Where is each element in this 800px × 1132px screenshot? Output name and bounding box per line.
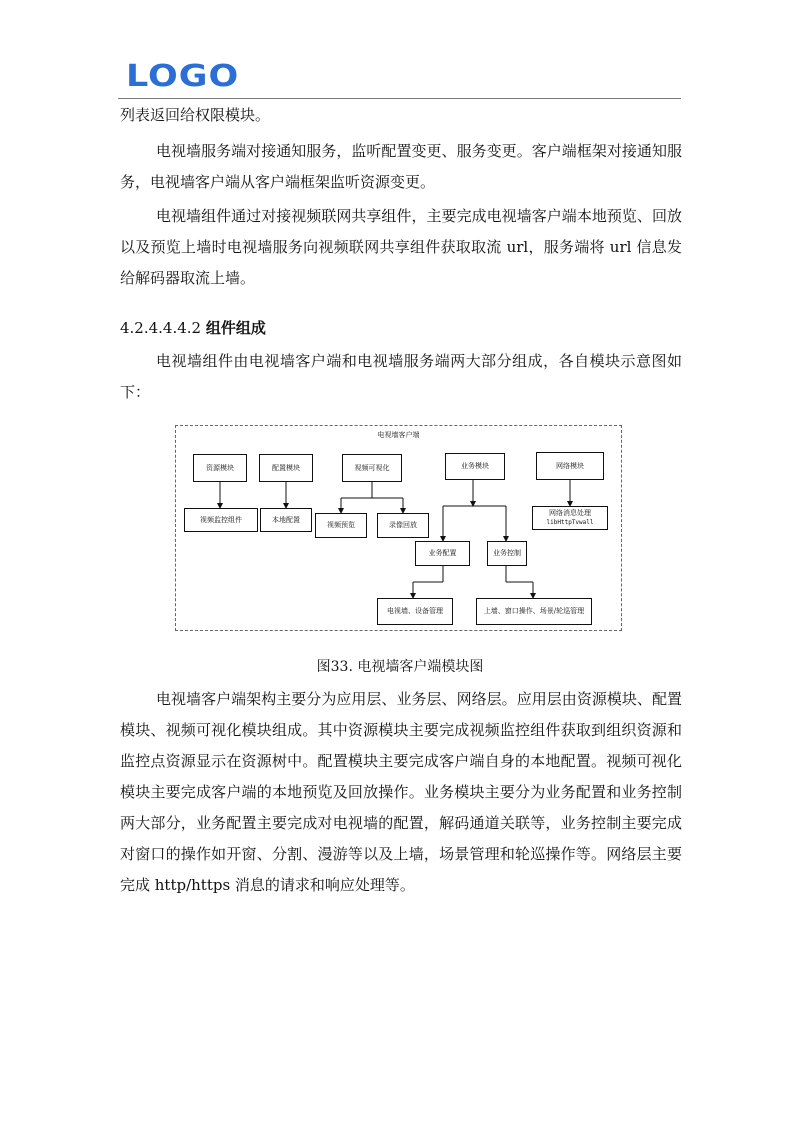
video-monitor-component-box: 视频监控组件: [184, 508, 258, 532]
video-visual-box: 视频可视化: [342, 454, 402, 482]
paragraph-3: 电视墙组件通过对接视频联网共享组件，主要完成电视墙客户端本地预览、回放以及预览上墙时电视墙服务向视频联网共享组件获取取流 url，服务端将 url 信息发给解码器取流上墙。: [120, 207, 682, 287]
section-title: 组件组成: [205, 319, 266, 337]
paragraph-2: 电视墙服务端对接通知服务，监听配置变更、服务变更。客户端框架对接通知服务，电视墙客户端从客户端框架监听资源变更。: [120, 142, 682, 191]
paragraph-1: 列表返回给权限模块。: [120, 106, 271, 124]
local-config-box: 本地配置: [260, 508, 312, 532]
header-logo: LOGO: [126, 59, 240, 94]
paragraph-5: 电视墙客户端架构主要分为应用层、业务层、网络层。应用层由资源模块、配置模块、视频可视化模块组成。其中资源模块主要完成视频监控组件获取到组织资源和监控点资源显示在资源树中。配置模块主要完成客户端自身的本地配置。视频可视化模块主要完成客户端的本地预览及回放操作。业务模块主要分为业务配置和业务控制两大部分，业务配置主要完成对电视墙的配置，解码通道关联等，业务控制主要完成对窗口的操作如开窗、分割、漫游等以及上墙，场景管理和轮巡操作等。网络层主要完成 http/https 消息的请求和响应处理等。: [120, 690, 682, 894]
resource-module-box: 资源模块: [193, 454, 247, 482]
business-module-box: 业务模块: [445, 453, 505, 480]
paragraph-4: 电视墙组件由电视墙客户端和电视墙服务端两大部分组成，各自模块示意图如下：: [120, 352, 682, 401]
record-playback-box: 录像回放: [377, 513, 429, 538]
business-control-box: 业务控制: [487, 541, 527, 566]
video-preview-box: 视频预览: [315, 513, 367, 538]
module-diagram: [175, 425, 622, 631]
network-msg-box: [532, 506, 608, 530]
network-msg-label: 网络消息处理: [549, 509, 591, 517]
business-config-box: 业务配置: [415, 541, 470, 566]
network-module-box: 网络模块: [536, 452, 604, 480]
figure-caption: 图33. 电视墙客户端模块图: [316, 659, 484, 675]
wall-window-ops-box: 上墙、窗口操作、场景/轮巡管理: [476, 598, 592, 625]
tvwall-device-mgmt-box: 电视墙、设备管理: [377, 598, 453, 625]
diagram-title: 电视墙客户端: [377, 431, 420, 439]
header-divider: [118, 98, 681, 99]
network-lib-label: libHttpTvwall: [546, 519, 594, 526]
config-module-box: 配置模块: [259, 454, 313, 482]
section-number: 4.2.4.4.4.2: [120, 319, 202, 337]
section-heading: [120, 313, 266, 343]
